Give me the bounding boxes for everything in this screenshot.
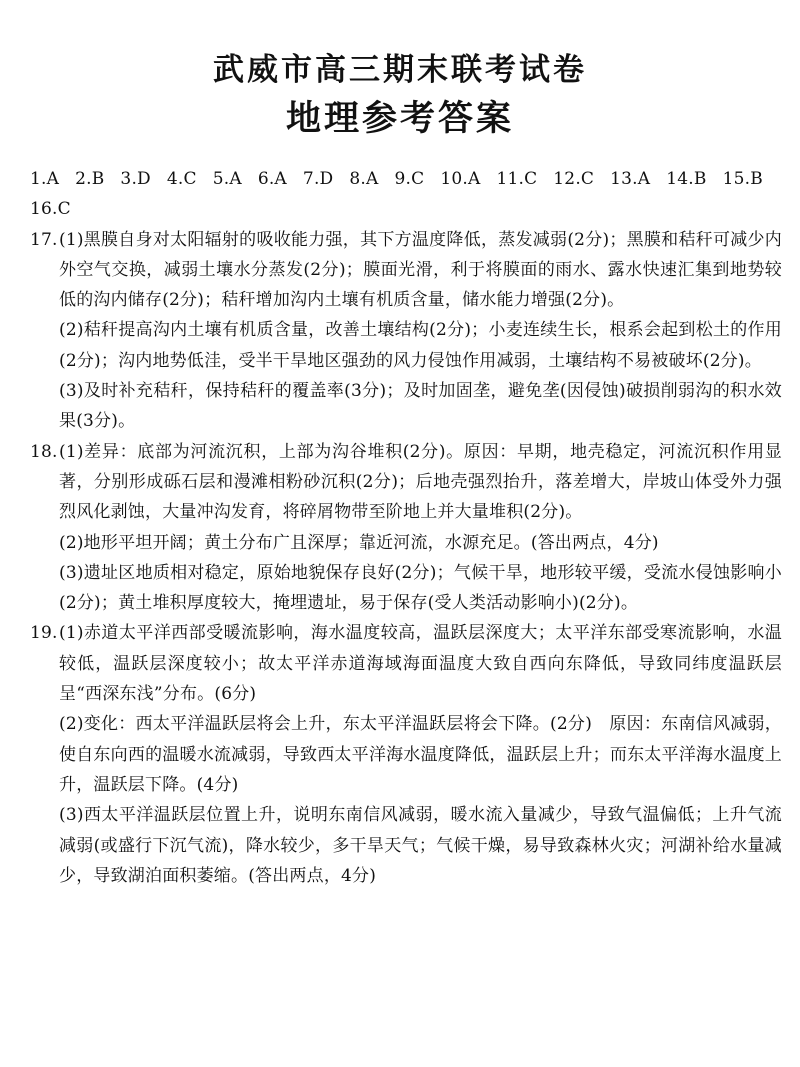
choice-answer: 6.A xyxy=(257,169,287,189)
answer-part-1: (1)赤道太平洋西部受暖流影响，海水温度较高，温跃层深度大；太平洋东部受寒流影响，水温较低，温跃层深度较小；故太平洋赤道海域海面温度大致自西向东降低，导致同纬度温跃层呈“西深东浅”分布。(6分) xyxy=(59,623,782,705)
answer-part-2: (2)地形平坦开阔；黄土分布广且深厚；靠近河流，水源充足。(答出两点，4分) xyxy=(59,532,659,553)
choice-answer: 16.C xyxy=(30,199,71,220)
choice-answer: 15.B xyxy=(722,169,763,189)
answer-part-1: (1)差异：底部为河流沉积，上部为沟谷堆积(2分)。原因：早期，地壳稳定，河流沉积作用显著，分别形成砾石层和漫滩相粉砂沉积(2分)；后地壳强烈抬升，落差增大，岸坡山体受外力强烈风化剥蚀，大量冲沟发育，将碎屑物带至阶地上并大量堆积(2分)。 xyxy=(59,441,782,523)
answer-part-3: (3)遗址区地质相对稳定，原始地貌保存良好(2分)；气候干旱，地形较平缓，受流水侵蚀影响小(2分)；黄土堆积厚度较大，掩埋遗址，易于保存(受人类活动影响小)(2分)。 xyxy=(59,562,782,614)
choice-answer: 1.A xyxy=(30,169,60,189)
choice-answer: 11.C xyxy=(496,169,538,189)
choice-answer: 5.A xyxy=(212,169,242,189)
answer-part-2: (2)变化：西太平洋温跃层将会上升，东太平洋温跃层将会下降。(2分) 原因：东南信风减弱，使自东向西的温暖水流减弱，导致西太平洋海水温度降低，温跃层上升；而东太平洋海水温度上升，温跃层下降。(4分) xyxy=(59,714,782,795)
question-body xyxy=(59,437,782,619)
choice-answer: 8.A xyxy=(349,169,379,189)
question-17 xyxy=(30,225,782,437)
question-body xyxy=(59,618,782,891)
choice-answer: 2.B xyxy=(75,169,105,189)
answer-content xyxy=(30,164,782,891)
choice-answers xyxy=(30,164,782,225)
question-number: 19. xyxy=(30,623,58,644)
answer-part-3: (3)及时补充秸秆，保持秸秆的覆盖率(3分)；及时加固垄，避免垄(因侵蚀)破损削弱沟的积水效果(3分)。 xyxy=(59,381,782,432)
question-18 xyxy=(30,437,782,619)
answer-part-3: (3)西太平洋温跃层位置上升，说明东南信风减弱，暖水流入量减少，导致气温偏低；上升气流减弱(或盛行下沉气流)，降水较少，多干旱天气；气候干燥，易导致森林火灾；河湖补给水量减少，导致湖泊面积萎缩。(答出两点，4分) xyxy=(59,805,782,886)
choice-answer: 9.C xyxy=(394,169,425,189)
choice-answer: 14.B xyxy=(666,169,707,189)
answer-part-1: (1)黑膜自身对太阳辐射的吸收能力强，其下方温度降低，蒸发减弱(2分)；黑膜和秸秆可减少内外空气交换，减弱土壤水分蒸发(2分)；膜面光滑，利于将膜面的雨水、露水快速汇集到地势较低的沟内储存(2分)；秸秆增加沟内土壤有机质含量，储水能力增强(2分)。 xyxy=(59,229,782,311)
question-19 xyxy=(30,618,782,891)
choice-answer: 10.A xyxy=(440,169,481,189)
answer-key-title: 地理参考答案 xyxy=(285,99,514,139)
choice-answer: 3.D xyxy=(120,169,151,189)
exam-title: 武威市高三期末联考试卷 xyxy=(213,52,587,88)
choice-answer: 13.A xyxy=(610,169,651,189)
choice-answer: 7.D xyxy=(302,169,334,189)
choice-answer: 12.C xyxy=(553,169,595,189)
question-body xyxy=(59,225,782,437)
question-number: 17. xyxy=(30,229,58,250)
title-block xyxy=(0,50,800,142)
question-number: 18. xyxy=(30,441,58,462)
choice-answer: 4.C xyxy=(166,169,197,189)
answer-part-2: (2)秸秆提高沟内土壤有机质含量，改善土壤结构(2分)；小麦连续生长，根系会起到松土的作用(2分)；沟内地势低洼，受半干旱地区强劲的风力侵蚀作用减弱，土壤结构不易被破坏(2分)。 xyxy=(59,320,782,371)
